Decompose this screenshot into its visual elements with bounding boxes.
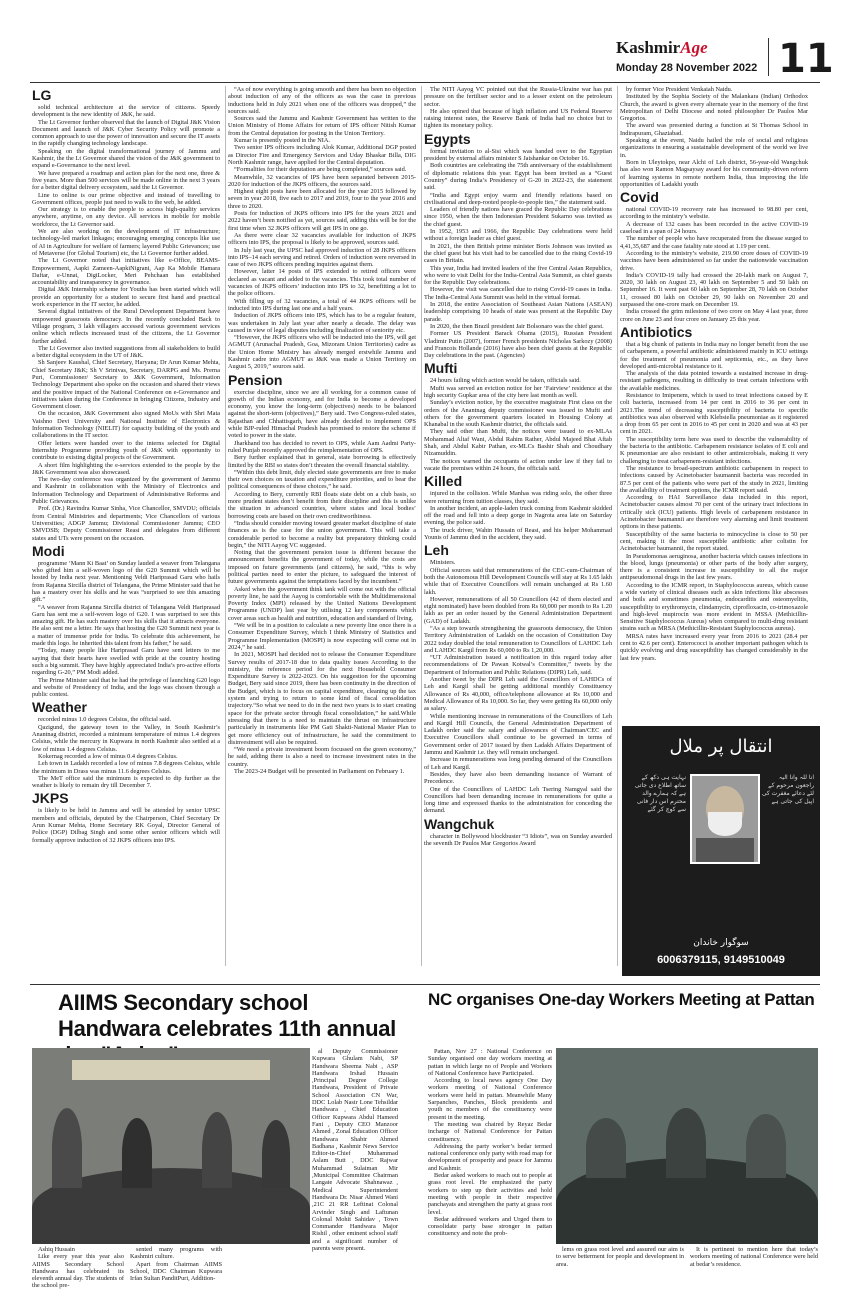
section-rule xyxy=(30,984,820,985)
paragraph: “India should consider moving toward greater market discipline of state finances as is the case for the union government. This will take a considerable period to become a reality but preparatory thinking could begin,” the NITI Aayog VC suggested. xyxy=(228,519,416,549)
obituary-phones: 6006379115, 9149510049 xyxy=(657,954,785,966)
paragraph: Sunday’s eviction notice, by the executive magistrate First class on the orders of the Anantnag deputy commissioner was issued to Mufti and others for the government quarters located in Housing Colony at Khanabal in the south Kashmir district, the officials said. xyxy=(424,399,612,429)
heading-antibiotics: Antibiotics xyxy=(620,323,693,340)
paragraph: sented many programs with Kashmiri culture. xyxy=(130,1246,222,1261)
paragraph: MRSA rates have increased every year from 2016 to 2021 (28.4 per cent to 42.6 per cent). Enterococci is another important pathogen which is quickly evolving and drug susceptibility has changed considerably in the last few years. xyxy=(620,632,808,662)
story1-side-body xyxy=(312,1048,398,1298)
paragraph: Speaking at the event, Naidu hailed the role of social and religious organizations in ensuring a sustainable development of the world we live in. xyxy=(620,137,808,159)
paragraph: In 2018, the entire Association of Southeast Asian Nations (ASEAN) leadership comprising 10 heads of state was present at the Republic Day parade. xyxy=(424,301,612,323)
paragraph: The truck driver, Wahin Hussain of Reasi, and his helper Mohammad Younis of Jammu died in the accident, they said. xyxy=(424,526,612,542)
person xyxy=(586,1118,626,1178)
pension-continued xyxy=(424,86,612,130)
paragraph: The 2023-24 Budget will be presented in Parliament on February 1. xyxy=(234,768,405,776)
paragraph: A short film highlighting the e-services extended to the people by the J&K Government was also showcased. xyxy=(32,461,220,476)
paragraph: The susceptibility term here was used to describe the vulnerability of the bacteria to the antibiotic. Carbapenem resistance isolates of E coli and K pneumoniae are also resistant to other antimicrobials, making it very challenging to treat carbapenem-resistant infections. xyxy=(620,435,808,465)
paragraph: Posts for induction of JKPS officers into IPS for the years 2021 and 2022 haven’t been notified as yet, sources said, adding this will be for the first time when 32 JKPS officers will get IPS in one go. xyxy=(228,210,416,232)
paragraph: Increase in remunerations was long pending demand of the Councillors of Leh and Kargil. xyxy=(424,756,612,771)
paragraph: India crossed the grim milestone of two crore on May 4 last year, three crore on June 23 and four crore on January 25 this year. xyxy=(620,308,808,323)
heading-killed: Killed xyxy=(424,473,463,490)
paragraph: According to Bery, currently RBI floats state debt on a club basis, so more prudent states don’t benefit from their discipline and this is unlike the situation in advanced countries, where states and local bodies’ borrowing costs are based on their own creditworthiness. xyxy=(228,490,416,520)
paragraph: Two senior IPS officers including Alok Kumar, Additional DGP posted as Director Fire and Emergency Services and Uday Bhaskar Billa, DIG North Kashmir range, have applied for the Central deputation. xyxy=(228,144,416,166)
story1-byline-body xyxy=(32,1246,222,1300)
paragraph: In 2020, the then Brazil president Jair Bolsonaro was the chief guest. xyxy=(430,322,604,330)
modi-body xyxy=(32,560,220,699)
paragraph: However, latter 14 posts of IPS extended to retired officers were declared as vacant and added to the vacancies. This took total number of vacancies of JKPS officers’ induction into IPS to 32, benefitting a lot to the police officers. xyxy=(228,268,416,298)
portrait-beard xyxy=(708,812,742,836)
paragraph: Bery further explained that in general, state borrowing is effectively limited by the RBI so states don’t threaten the overall financial stability. xyxy=(228,454,416,469)
killed-body xyxy=(424,490,612,541)
heading-covid: Covid xyxy=(620,189,659,206)
paragraph: Highest eight posts have been allocated for the year 2015 followed by seven in year 2018, five each to 2017 and 2019, four to the year 2016 and three to 2020. xyxy=(228,188,416,210)
paragraph: According to local news agency One Day workers meeting of National Conference workers were held in pattan. Meanwhile Many Sarpanches, Panches, Block presidents and youth nc members of the constituency were present in the meeting. xyxy=(428,1077,552,1121)
paragraph: exercise discipline, since we are all working for a common cause of growth of the Indian economy, and for India to become a developed economy, you know the long-term (objectives) needs to be balanced against the short-term (objectives),” Bery said. Two Congress-ruled states, Rajasthan and Chhattisgarh, have already decided to implement OPS while BJP-ruled Himachal Pradesh has promised to restore the scheme if voted to power in the state. xyxy=(228,388,416,440)
paragraph: “India and Egypt enjoy warm and friendly relations based on civilisational and deep-rooted people-to-people ties,” the statement said. xyxy=(424,191,612,206)
heading-leh: Leh xyxy=(424,542,449,559)
paragraph: In July last year, the UPSC had approved induction of 28 JKPS officers into IPS–14 each serving and retired. Orders of induction were reversed in case of two JKPS officers pending inquiries against them. xyxy=(228,246,416,269)
paragraph: On the occasion, J&K Government also signed MoUs with Shri Mata Vaishno Devi University and National Institute of Electronics & Information Technology (NIELIT) for capacity building of the youth and collaborations in the IT sector. xyxy=(32,410,220,440)
paragraph: In Pseudomonas aeruginosa, another bacteria which causes infections in the blood, lungs (pneumonia) or other parts of the body after surgery, there is a consistent increase in susceptibility to all the major antipseudomonal drugs in the last few years. xyxy=(620,552,808,582)
paragraph: We are also working on the development of IT infrastructure; technology-led market linkages; encouraging emerging concepts like use of AI in Agriculture for welfare of farmers; layered Public Grievances; use of Metaverse (for Global Tourism) etc, the Lt Governor further added. xyxy=(32,228,220,257)
paragraph: However, remunerations of all 50 Councillors (42 of them elected and eight nominated) have been doubled from Rs 60,000 per month to Rs 1.20 lakh as per an order issued by the General Administration Department (GAD) of Ladakh. xyxy=(424,595,612,625)
paragraph: Resistance to Imipenem, which is used to treat infections caused by E coli bacteria, increased from 14 per cent in 2016 to 36 per cent in 2021.The trend of decreasing susceptibility of bacteria to specific antibiotics was also observed with Klebsiella pneumoniae as it registered a drop from 65 per cent in 2016 to 45 per cent in 2020 and was at 43 per cent in 2021. xyxy=(620,391,808,436)
column-rule xyxy=(617,86,618,966)
heading-wangchuk: Wangchuk xyxy=(424,815,495,832)
brand-main: Kashmir xyxy=(616,38,681,57)
obituary-text-right: انا للہ وانا الیہ راجعون مرحوم کے لئے دعائے مغفرت کی اپیل کی جاتی ہے xyxy=(761,774,814,805)
covid-body xyxy=(620,206,808,323)
masthead xyxy=(0,0,848,82)
paragraph: Addressing the party worker’s bedar termed national conference only party with road map for development of prosperity and peace for Jammu and Kashmir. xyxy=(428,1142,552,1172)
paragraph: This year, India had invited leaders of the five Central Asian Republics, who were to visit Delhi for the India-Central Asia Summit, as chief guests for the Republic Day celebrations. xyxy=(424,264,612,287)
paragraph: “Within this debt limit, duly elected state governments are free to make their own choices on taxation and expenditure priorities, and to bear the political consequences of these choices,” he said. xyxy=(228,468,416,491)
paragraph: Leh town in Ladakh recorded a low of minus 7.8 degrees Celsius, while the minimum in Drass was minus 11.6 degrees Celsius. xyxy=(32,760,220,775)
pension-body xyxy=(228,389,416,776)
jkps-body xyxy=(32,807,220,843)
paragraph: Line to online is our prime objective and instead of travelling to Government offices, people just need to walk to the web, he added. xyxy=(32,191,220,206)
person xyxy=(52,1108,82,1188)
paragraph: The meeting was chaired by Reyaz Bedar incharge of National Conference for Pattan constituency. xyxy=(428,1120,552,1143)
heading-jkps: JKPS xyxy=(32,790,69,807)
column-4 xyxy=(620,86,808,726)
paragraph: recorded minus 1.0 degrees Celsius, the official said. xyxy=(38,716,172,724)
page-number: 11 xyxy=(778,36,834,82)
masthead-date: Monday 28 November 2022 xyxy=(616,62,758,74)
heading-mufti: Mufti xyxy=(424,360,458,377)
wangchuk-continued xyxy=(620,86,808,188)
paragraph: Both countries are celebrating the 75th anniversary of the establishment of diplomatic relations this year. Egypt has been invited as a “Guest Country” during India’s Presidency of G-20 in 2022-23, the statement said. xyxy=(424,162,612,192)
paragraph: Bedar addressed workers and Urged them to consolidate party base stronger in pattan constituency and note the prob- xyxy=(428,1215,552,1238)
paragraph: Mufti was served an eviction notice for her ‘Fairview’ residence at the high security Gupkar area of the city here last month as well. xyxy=(424,384,612,399)
paragraph: injured in the collision. While Manhas was riding solo, the other three were returning from tuition classes, they said. xyxy=(424,490,612,505)
paragraph: solid technical architecture at the service of citizens. Speedy development is the new identity of J&K, he said. xyxy=(32,104,220,119)
paragraph: Instituted by the Sophia Society of the Malankara (Indian) Orthodox Church, the award is given every alternate year in the memory of the first Metropolitan of Delhi Diocese and noted philosopher Dr Paulos Mar Gregorios. xyxy=(620,93,808,123)
heading-modi: Modi xyxy=(32,542,65,559)
paragraph: Our strategy is to enable the people to access high-quality services anywhere, anytime, on any device. All services in mobile for mobile workforce, the Lt Governor said. xyxy=(32,206,220,228)
heading-pension: Pension xyxy=(228,371,283,388)
paragraph: Like every year this year also AIIMS Secondary School Handwara has celebrated its eleventh annual day. The students of the school pre- xyxy=(32,1253,124,1290)
paragraph: In 2021, the then British prime minister Boris Johnson was invited as the chief guest but his visit had to be cancelled due to the rising Covid-19 cases in Britain. xyxy=(424,242,612,265)
lg-body xyxy=(32,104,220,542)
egypts-body xyxy=(424,148,612,360)
paragraph: Pattan, Nov 27 : National Conference on Sunday organised one day workers meeting at pattan in which large no of People and Workers of National Conference have Participated. xyxy=(428,1048,552,1077)
story2-photo xyxy=(556,1048,818,1244)
paragraph: “As a step towards strengthening the grassroots democracy, the Union Territory Administration of Ladakh on the occasion of Constitution Day 2022 today doubled the total remuneration to Councillors of LAHDC Leh and LAHDC Kargil from Rs 60,000 to Rs 1,20,000. xyxy=(424,625,612,654)
paragraph: In 2021, MOSPI had decided not to release the Consumer Expenditure Survey results of 2017-18 due to data quality issues According to the ministry, the reference period for the next Household Consumer Expenditure Survey is 2022-2023. On his suggestion for the upcoming Budget, Bery said since 2019, there has been continuity in the direction of the Budget, which is to focus on capital expenditure, cleaning up the tax system and trying to return to some kind of fiscal consolidation trajectory.“So what we need to do in the next two years is to start creating space for the private sector through fiscal consolidation,” he said.While stressing that there is a need to maintain the thrust on infrastructure particularly in instruments like PM Gati Shakti-National Master Plan to get more efficiency out of infrastructure, he said the commitment to disinvestment will also be required. xyxy=(228,651,416,746)
paragraph: Kumar is presently posted in the NIA. xyxy=(234,137,331,145)
paragraph: He also opined that because of high inflation and US Federal Reserve raising interest rates, the Reserve Bank of India had no choice but to tighten its monetary policy. xyxy=(424,107,612,130)
masthead-brand xyxy=(616,38,708,58)
person xyxy=(122,1118,152,1188)
column-rule xyxy=(421,86,422,966)
story2-headline: NC organises One-day Workers Meeting at Pattan xyxy=(428,990,815,1009)
paragraph: Ministers. xyxy=(430,559,456,567)
jkps-continued xyxy=(228,86,416,371)
paragraph: The analysis of the data pointed towards a sustained increase in drug-resistant pathogens, resulting in difficulty to treat certain infections with the available medicines. xyxy=(620,370,808,392)
paragraph: programme ‘Mann Ki Baat’ on Sunday lauded a weaver from Telangana who gifted him a self-woven logo of the G20 Summit which will be hosted by India next year. Mentioning Veldi Hariprasad Garu who hails from Rajanna Sircilla district of Telangana, the Prime Minister said that he has a mastery over his skills and he was “surprised to see this amazing gift.” xyxy=(32,559,220,604)
paragraph: Speaking on the digital transformational journey of Jammu and Kashmir, the the Lt Governor shared the vision of the J&K government to expand e-Governance to the next level. xyxy=(32,147,220,170)
person xyxy=(262,1120,290,1188)
column-1 xyxy=(32,86,220,966)
paragraph: Kokernag recorded a low of minus 0.4 degrees Celsius. xyxy=(38,752,178,760)
paragraph: Offer letters were handed over to the interns selected for Digital Internship Programme providing youth of J&K with opportunity to contribute to existing digital projects of the Government. xyxy=(32,439,220,462)
column-rule xyxy=(225,86,226,966)
paragraph: character in Bollywood blockbuster “3 Idiots”, was on Sunday awarded the seventh Dr Paulos Mar Gregorios Award xyxy=(424,832,612,848)
paragraph: is likely to be held in Jammu and will be attended by senior UPSC members and officials, deputed by the Chairperson, Chief Secretary Dr Arun Kumar Mehta, Home Secretary RK Goyal, Director General of Police (DGP) Dilbag Singh and some other senior officers which will formally approve induction of 32 JKPS officers into IPS. xyxy=(32,807,220,844)
paragraph: The award was presented during a function at St Thomas School in Indirapuram, Ghaziabad. xyxy=(620,122,808,137)
paragraph: In 1952, 1953 and 1966, the Republic Day celebrations were held without a foreign leader as chief guest. xyxy=(424,228,612,243)
paragraph: Bedar asked workers to reach out to people at grass root level. He emphasized the party workers to step up their activities and hold meeting with people in their respective panchayats and strengthen the party at grass root level. xyxy=(428,1172,552,1216)
paragraph: A decrease of 132 cases has been recorded in the active COVID-19 caseload in a span of 24 hours. xyxy=(620,220,808,236)
paragraph: The NITI Aayog VC pointed out that the Russia-Ukraine war has put pressure on the fertiliser sector and to a lesser extent on the petroleum sector. xyxy=(424,86,612,108)
paragraph: Asked when the government think tank will come out with the official poverty line, he said the Aayog is comfortable with the Multidimensional Poverty Index (MPI) released by the United Nations Development Programme (UNDP) last year by utilising 12 key components which cover areas such as health and nutrition, education and standard of living. xyxy=(228,585,416,622)
masthead-rule xyxy=(30,82,820,83)
paragraph: “As of now everything is going smooth and there has been no objection about induction of any of the officers as was the case in previous inductions held in July 2021 when one of the officers was dropped,” the sources said. xyxy=(228,86,416,115)
paragraph: by former Vice President Venkaiah Naidu. xyxy=(626,86,733,93)
person xyxy=(666,1108,706,1178)
paragraph: The two-day conference was organized by the government of Jammu and Kashmir in collaboration with the Ministry of Electronics and Information Technology and Department of Administrative Reforms and Public Grievances. xyxy=(32,476,220,506)
masthead-divider xyxy=(768,38,769,76)
paragraph: Leaders of friendly nations have graced the Republic Day celebrations since 1950, when the then Indonesian President Sukarno was invited as the chief guest. xyxy=(424,206,612,228)
paragraph: Born in Uleytokpo, near Alchi of Leh district, 56-year-old Wangchuk has also won Ramon Magsaysay award for his community-driven reform of learning systems in remote northern India, thus improving the life opportunities of Ladakhi youth xyxy=(620,158,808,188)
paragraph: national COVID-19 recovery rate has increased to 98.80 per cent, according to the ministry’s website. xyxy=(620,206,808,221)
paragraph: The Lt Governor further observed that the launch of Digital J&K Vision Document and launch of J&K Cyber Security Policy will promote a common approach to use the power of innovation and secure the IT assets in the rapidly changing technology landscape. xyxy=(32,118,220,148)
wangchuk-body xyxy=(424,833,612,848)
paragraph: With filling up of 32 vacancies, a total of 44 JKPS officers will be inducted into IPS during last one and a half years. xyxy=(228,297,416,312)
paragraph: Another tweet by the DIPR Leh said the Councillors of LAHDCs of Leh and Kargil shall be getting additional monthly Constituency Allowance of Rs 40,000, office/telephone allowance at Rs 10,000 and Medical Allowance of Rs 10,000. So far, they were getting Rs 60,000 only as salary. xyxy=(424,676,612,713)
column-2 xyxy=(228,86,416,966)
story2-tail-body xyxy=(556,1246,818,1300)
paragraph: lems on grass root level and assured our aim is to serve betterment for people and development in area. xyxy=(556,1246,684,1268)
heading-weather: Weather xyxy=(32,699,87,716)
mufti-body xyxy=(424,377,612,472)
paragraph: Jharkhand too has decided to revert to OPS, while Aam Aadmi Party-ruled Punjab recently approved the reimplementation of OPS. xyxy=(228,439,416,454)
paragraph: However, the visit was cancelled due to rising Covid-19 cases in India. The India-Central Asia Summit was held in the virtual format. xyxy=(424,286,612,301)
paragraph: al Deputy Commissioner Kupwara Ghulam Nabi, SP Handwara Sheema Nabi , ASP Handwara Irshad Hussain ,Principal Degree College Handwara, President of Private School Association CN War, DDC Lolab Nasir Lone Tehsildar Handwara , Chief Education Officer Kupwara Abdul Hameed Fani , Deputy CEO Manzoor Ahmed , Zonal Education Officer Handwara Shabir Ahmed Badhana , Kashmir News Service Editor-in-Chief Muhammad Aslam Butt , DDC Rajwar Muhammad Sulaiman Mir ,Municipal Committee Chairman Langate Advocate Shahnawaz , Medical Superintendent Handwara Dr. Nisar Ahmed Wani ,21C 21 RR Leftinat Colonal Arvinder Singh and Laftunan Colonal Mohit Sahidav , Town Commander Handwara Major Rishil , other eminent school staff and a significant number of parents were present. xyxy=(312,1048,398,1253)
paragraph: One of the Councillors of LAHDC Leh Tsering Namgyal said the Councillors had been demanding increase in remunerations for quite a long time and expressed thanks to the administration for conceding the demand. xyxy=(424,785,612,815)
paragraph: Ashiq Hussain xyxy=(38,1246,75,1253)
paragraph: Susceptibility of the same bacteria to minocycline is close to 50 per cent, making it the most susceptible antibiotic after colistin for Acinetobacter baumannii, the report stated. xyxy=(620,530,808,553)
heading-lg: LG xyxy=(32,87,52,103)
paragraph: The Prime Minister said that he had the privilege of launching G20 logo and website of Presidency of India, and the logo was chosen through a public contest. xyxy=(32,676,220,699)
obituary-title: انتقال پر ملال xyxy=(669,736,773,757)
portrait-body xyxy=(696,838,754,862)
paragraph: “We need a private investment boom focussed on the green economy,” he said, adding there is also a need to increase investment rates in the country. xyxy=(228,746,416,768)
person xyxy=(746,1114,786,1178)
paragraph: The notices warned the occupants of action under law if they fail to vacate the premises within 24 hours, the officials said. xyxy=(424,457,612,472)
obituary-notice xyxy=(622,726,820,976)
antibiotics-body xyxy=(620,341,808,662)
paragraph: Prof. (Dr.) Ravindra Kumar Sinha, Vice Chancellor, SMVDU; officials from Central Ministries and departments; Vice Chancellors of various Universities; ADGP Jammu; Divisional Commissioner Jammu; CEO SMVDSB; Deputy Commissioner Reasi and delegates from different states and UTs were present on the occasion. xyxy=(32,505,220,542)
story1-headline: AIIMS Secondary school Handwara celebrates 11th annual xyxy=(58,990,396,1041)
paragraph: According to the ICMR report, in Staphylococcus aureus, which cause a wide variety of clinical diseases such as skin infections like abscesses and boils and sometimes pneumonia, endocarditis and osteomyelitis, susceptibility to erythromycin, clindamycin, ciprofloxacin, co-trimoxazole and high-level mupirocin was more evident in MSSA (Methicillin-Sensitive Staphylococcus Aureus) when compared to multi-drug resistant strains such as MRSA (Methicillin-Resistant Staphylococcus aureus). xyxy=(620,581,808,633)
paragraph: Several digital initiatives of the Rural Development Department have empowered grassroots democracy. In the recently concluded Back to Village program, 3 lakh villagers accessed various government services online which reflects increased trust of the citizens, the Lt Governor further added. xyxy=(32,308,220,345)
stage-banner xyxy=(72,1060,270,1080)
paragraph: “However, the JKPS officers who will be inducted into the IPS, will get AGMUT (Arunachal Pradesh, Goa, Mizoram Union Territories) cadre as the Union Home Ministry has already merged erstwhile Jammu and Kashmir cadre into AGMUT as J&K was made a Union Territory on August 5, 2019,” sources said. xyxy=(228,334,416,371)
paragraph: Official sources said that remunerations of the CEC-cum-Chairman of both the Autonomous Hill Development Councils will stay at Rs 1.65 lakh while that of Executive Councillors will remain unchanged at Rs 1.60 lakh. xyxy=(424,566,612,596)
paragraph: “A weaver from Rajanna Sircilla district of Telangana Veldi Hariprasad Garu has sent me a self-woven logo of G20. I was surprised to see this amazing gift. He has such mastery over his skills that it attracts everyone. He also sent me a letter. He says that hosting the G20 Summit next year is a matter of immense pride for India. To celebrate this achievement, he made this logo. he inherited this talent from his father,” he said. xyxy=(32,603,220,648)
paragraph: Sources said the Jammu and Kashmir Government has written to the Union Ministry of Home Affairs for return of IPS officer Nitish Kumar from the Central deputation for posting in the Union Territory. xyxy=(228,115,416,137)
paragraph: “We will be in a position to calculate a new poverty line once there is a Consumer Expenditure Survey, which I think Ministry of Statistics and Programme Implementation (MOSPI) is now expecting will come out in 2024,” he said. xyxy=(228,622,416,651)
brand-accent: Age xyxy=(680,38,708,57)
story2-body xyxy=(428,1048,552,1298)
story1-photo xyxy=(32,1048,310,1244)
paragraph: Sh Sanjeev Kaushal, Chief Secretary, Haryana; Dr Arun Kumar Mehta, Chief Secretary J&K; Sh V Srinivas, Secretary, DARPG and Ms. Prerna Puri, Commissioner/ Secretary to J&K Government, Information Technology Department also spoke on the occasion and shared their views and the positive impact of the National Conference on e-Governance and initiatives taken during the Conference in bringing Citizens, Industry and Government closer. xyxy=(32,359,220,411)
paragraph: Induction of JKPS officers into IPS, which has to be a regular feature, was undertaken in July last year after nearly a decade. The delay was caused in view of legal disputes including finalization of seniority etc. xyxy=(228,312,416,334)
paragraph: Qazigund, the gateway town to the Valley, in South Kashmir’s Anantnag district, recorded a minimum temperature of minus 1.4 degrees Celsius, while the mercury in Kupwara in north Kashmir also settled at a low of minus 1.4 degrees Celsius. xyxy=(32,723,220,753)
column-3 xyxy=(424,86,612,966)
paragraph: 24 hours failing which action would be taken, officials said. xyxy=(430,377,581,385)
paragraph: It is pertinent to mention here that today’s workers meeting of national Conference were held at bedar’s residence. xyxy=(690,1246,818,1268)
paragraph: formal invitation to al-Sisi which was handed over to the Egyptian president by external affairs minister S Jaishankar on October 16. xyxy=(424,147,612,163)
paragraph: “UT Administration issued a notification in this regard today after recommendations of Dr Pawan Kotwal’s Committee,” tweets by the Department of Information and Public Relations (DIPR) Leh, said. xyxy=(424,654,612,676)
paragraph: Apart from Chairman AIIMS School, DDC Chairman Kupwara Irfan Sultan PanditPuri, Addition- xyxy=(130,1260,222,1283)
paragraph: The MeT office said the minimum is expected to dip further as the weather is likely to remain dry till December 7. xyxy=(32,774,220,790)
paragraph: Former US President Barack Obama (2015), Russian President Vladimir Putin (2007), former French presidents Nicholas Sarkozy (2008) and Francois Hollande (2016) have also been chief guests at the Republic Day celebrations in the past. (Agencies) xyxy=(424,330,612,360)
paragraph: They said other than Mufti, the notices were issued to ex-MLAs Mohammad Altaf Wani, Abdul Rahim Rather, Abdul Majeed Bhat Aftab Shah, and Abdul Kabir Pathan, ex-MLCs Bashir Shah and Choudhary Nizamuddin. xyxy=(424,428,612,458)
paragraph: India’s COVID-19 tally had crossed the 20-lakh mark on August 7, 2020, 30 lakh on August 23, 40 lakh on September 5 and 50 lakh on September 16. It went past 60 lakh on September 28, 70 lakh on October 11, crossed 80 lakh on October 29, 90 lakh on November 20 and surpassed the one-crore mark on December 19. xyxy=(620,271,808,309)
heading-egypts: Egypts xyxy=(424,130,471,147)
obituary-portrait xyxy=(690,774,760,864)
paragraph: Meanwhile, 32 vacancies of IPS have been separated between 2015-2020 for induction of the JKPS officers, the sources said. xyxy=(228,173,416,188)
paragraph: As there were clear 32 vacancies available for induction of JKPS officers into IPS, the proposal is likely to be approved, sources said. xyxy=(228,231,416,247)
weather-body xyxy=(32,716,220,789)
leh-body xyxy=(424,559,612,814)
paragraph: The resistance to broad-spectrum antibiotic carbapenem in respect to infections caused by Acinetobacter baumannii bacteria was recorded in 87.5 per cent of the patients who were part of the study in 2021, limiting the availability of treatment options, the ICMR report said. xyxy=(620,464,808,494)
paragraph: The Lt Governor also invited suggestions from all stakeholders to build a better digital ecosystem in the UT of J&K. xyxy=(32,344,220,360)
paragraph: “Formalities for their deputation are being completed,” sources said. xyxy=(234,166,407,174)
paragraph: Noting that the government pension issue is different because the announcement benefits the government of today, while the costs are imposed on future governments (and citizens), he said, “this is why political parties need to enter the picture, to safeguard the interest of future governments against the temptations faced by the incumbent.” xyxy=(228,549,416,586)
paragraph: In another incident, an apple-laden truck coming from Kashmir skidded off the road and fell into a deep gorge in Nagrota area late on Saturday evening, the police said. xyxy=(424,504,612,527)
paragraph: Besides, they have also been demanding issuance of Warrant of Precedence. xyxy=(424,770,612,786)
paragraph: We have prepared a roadmap and action plan for the next one, three & five years. More than 500 services will be made online in the next 3 years for a better digital delivery ecosystem, said the Lt Governor. xyxy=(32,169,220,192)
paragraph: The Lt Governor noted that initiatives like e-Office, BEAMS-Empowerment, Aapki Zameen-AapkiNigrani, Aap Ka Mobile Hamara Daftar, e-Unnat, DigiLocker, Meri Pehchaan has established accountability and transparency in governance. xyxy=(32,257,220,287)
paragraph: According to HAI Surveillance data included in this report, Acinetobacter causes almost 70 per cent of the urinary tract infections in critically sick (ICU) patients. High levels of carbapenem resistance in Acinetobacter baumannii are therefore very alarming and limit treatment options in these patients. xyxy=(620,494,808,531)
paragraph: that a big chunk of patients in India may no longer benefit from the use of carbapenem, a powerful antibiotic administered mainly in ICU settings for the treatment of pneumonia and septicemia, etc., as they have developed anti-microbial resistance to it. xyxy=(620,340,808,370)
obituary-family: سوگوار خاندان xyxy=(693,938,749,948)
paragraph: While mentioning increase in remunerations of the Councillors of Leh and Kargil Hill Councils, the General Administration Department of Ladakh order said the salary and allowances of Chairman/CEC and Executive Councillors shall continue to be governed in terms of Government order of 2017 issued by then Ladakh Affairs Department of Jammu and Kashmir i.e. they will remain unchanged. xyxy=(424,712,612,757)
paragraph: Digital J&K Internship scheme for Youths has been started which will provide an opportunity for a student to secure first hand and practical work experience in the IT sector, he added. xyxy=(32,286,220,309)
paragraph: “Today, many people like Hariprasad Garu have sent letters to me saying that their hearts have swelled with pride at the country hosting such a big summit. They have highly appreciated India’s pro-active efforts regarding G-20,” PM Modi added. xyxy=(32,647,220,677)
person xyxy=(202,1112,232,1188)
paragraph: According to the ministry’s website, 219.90 crore doses of COVID-19 vaccines have been administered so far under the nationwide vaccination drive. xyxy=(620,249,808,272)
paragraph: The number of people who have recuperated from the disease surged to 4,41,35,687 and the case fatality rate stood at 1.19 per cent. xyxy=(620,235,808,250)
obituary-text-left: نہایت ہی دکھ کے ساتھ اطلاع دی جاتی ہے کہ ہمارے والد محترم اس دار فانی سے کوچ کر گئے xyxy=(634,774,686,813)
